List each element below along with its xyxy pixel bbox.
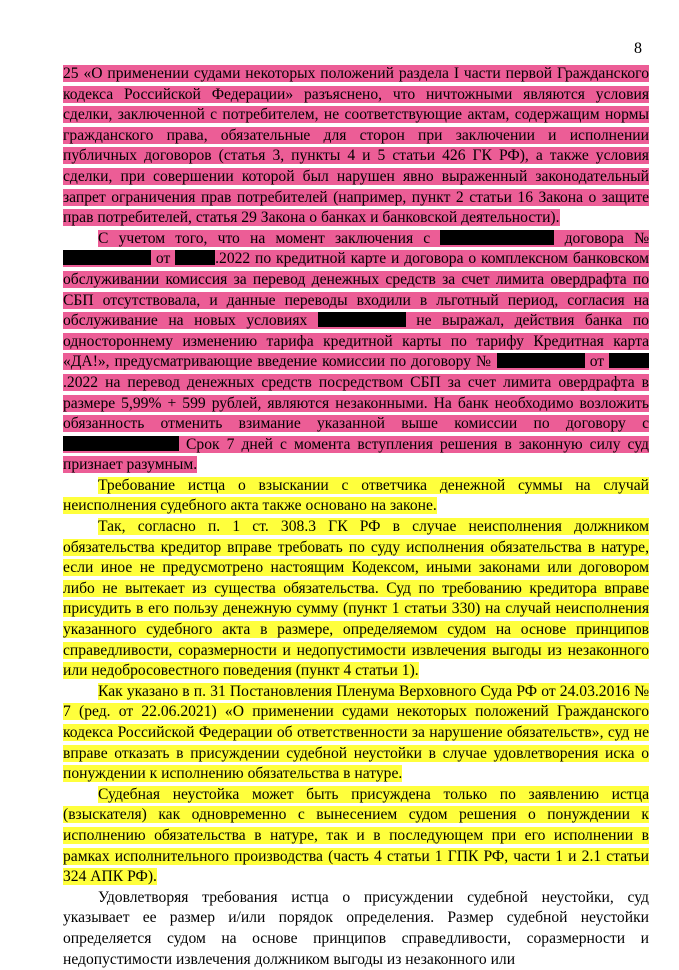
paragraph-4: [63, 517, 649, 682]
yellow-highlight: Судебная неустойка может быть присуждена только по заявлению истца (взыскателя) как одновременно с вынесением судом решения о понуждении к исполнению обязательства в натуре, так и в последующем при его исполнении в рамках исполнительного производства (часть 4 статьи 1 ГПК РФ, части 1 и 2.1 статьи 324 АПК РФ).: [63, 785, 649, 886]
redaction-bar: [175, 250, 215, 265]
text-segment: не выражал, действия банка по одностороннему изменению тарифа кредитной карты по тарифу Кредитная карта «ДА!», предусматривающие введение комиссии по договору №: [63, 312, 649, 371]
paragraph-7: Удовлетворяя требования истца о присуждении судебной неустойки, суд указывает ее размер и/или порядок определения. Размер судебной неустойки определяется судом на основе принципов справедливости, соразмерности и недопустимости извлечения должником выгоды из незаконного или: [63, 888, 649, 968]
paragraph-2: [63, 229, 649, 476]
paragraph-6: [63, 785, 649, 888]
text-segment: .2022 на перевод денежных средств посредством СБП за счет лимита овердрафта в размере 5,99% + 599 рублей, являются незаконными. На банк необходимо возложить обязанность отменить взимание указанной выше комиссии по договору с: [63, 373, 649, 433]
redaction-bar: [440, 230, 554, 245]
paragraph-5: [63, 682, 649, 785]
text-segment: от: [589, 353, 605, 371]
redaction-bar: [63, 436, 179, 451]
paragraph-3: [63, 476, 649, 517]
yellow-highlight: Как указано в п. 31 Постановления Пленума Верховного Суда РФ от 24.03.2016 № 7 (ред. от 22.06.2021) «О применении судами некоторых положений Гражданского кодекса Российской Федерации об ответственности за нарушение обязательств», суд не вправе отказать в присуждении судебной неустойки в случае удовлетворения иска о понуждении к исполнению обязательства в натуре.: [63, 682, 649, 783]
text-segment: .2022 по кредитной карте и договора о комплексном банковском обслуживании комиссия за перевод денежных средств за счет лимита овердрафта по СБП отсутствовала, и данные переводы входили в льготный период, согласия на обслуживание на новых условиях: [63, 250, 649, 330]
text-segment: С учетом того, что на момент заключения с: [98, 229, 431, 247]
text-segment: от: [155, 250, 171, 268]
redaction-bar: [318, 312, 406, 327]
text-segment: Срок 7 дней с момента вступления решения в законную силу суд признает разумным.: [63, 435, 649, 474]
yellow-highlight: Требование истца о взыскании с ответчика денежной суммы на случай неисполнения судебного акта также основано на законе.: [63, 476, 649, 515]
text-segment: договора №: [564, 229, 649, 247]
pink-highlight: 25 «О применении судами некоторых положений раздела I части первой Гражданского кодекса Российской Федерации» разъяснено, что ничтожными являются условия сделки, заключенной с потребителем, не соответствующие актам, содержащим нормы гражданского права, обязательные для сторон при заключении и исполнении публичных договоров (статья 3, пункты 4 и 5 статьи 426 ГК РФ), а также условия сделки, при совершении которой был нарушен явно выраженный законодательный запрет ограничения прав потребителей (например, пункт 2 статьи 16 Закона о защите прав потребителей, статья 29 Закона о банках и банковской деятельности).: [63, 65, 649, 227]
paragraph-1: [63, 64, 649, 229]
redaction-bar: [609, 353, 649, 368]
document-body: [63, 64, 649, 970]
yellow-highlight: Так, согласно п. 1 ст. 308.3 ГК РФ в случае неисполнения должником обязательства кредитор вправе требовать по суду исполнения обязательства в натуре, если иное не предусмотрено настоящим Кодексом, иными законами или договором либо не вытекает из существа обязательства. Суд по требованию кредитора вправе присудить в его пользу денежную сумму (пункт 1 статьи 330) на случай неисполнения указанного судебного акта в размере, определяемом судом на основе принципов справедливости, соразмерности и недопустимости извлечения выгоды из незаконного или недобросовестного поведения (пункт 4 статьи 1).: [63, 518, 649, 680]
redaction-bar: [497, 353, 585, 368]
redaction-bar: [63, 250, 151, 265]
pink-highlight: [63, 230, 649, 474]
page-number: 8: [634, 40, 642, 57]
